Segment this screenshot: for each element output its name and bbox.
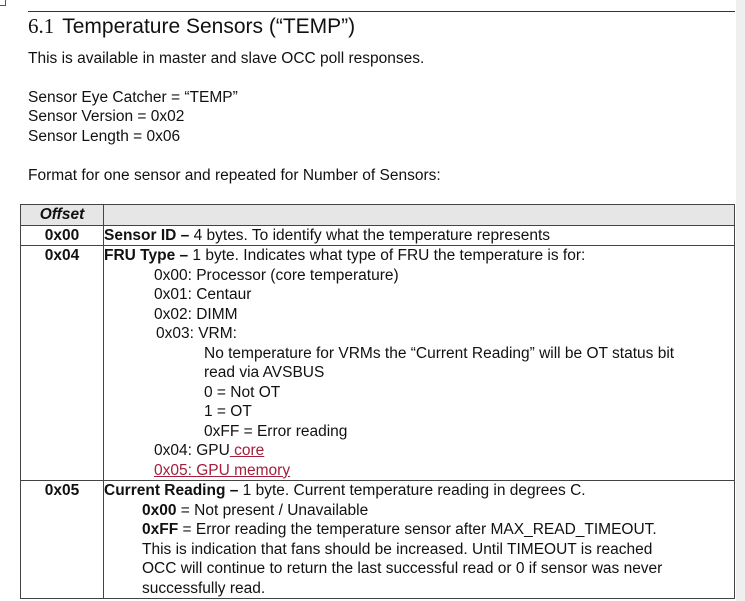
reading-code: [104, 501, 734, 521]
row-summary: [104, 226, 734, 246]
row-description: [104, 225, 735, 246]
format-intro: Format for one sensor and repeated for Number of Sensors:: [28, 167, 441, 184]
gpu-memory-link[interactable]: 0x05: GPU memory: [154, 461, 291, 479]
row-offset: 0x00: [21, 225, 104, 246]
fru-value-vrm: 0x03: VRM:: [156, 325, 237, 342]
intro-paragraph: This is available in master and slave OCC poll responses.: [28, 50, 425, 67]
row-description: [104, 246, 735, 481]
header-offset: Offset: [21, 205, 104, 226]
vrm-detail: 1 = OT: [204, 403, 252, 420]
property-version: Sensor Version = 0x02: [28, 108, 185, 125]
vrm-detail: 0xFF = Error reading: [204, 422, 348, 440]
row-summary: [104, 481, 734, 501]
section-rule: [28, 11, 735, 12]
field-name: Current Reading –: [104, 482, 239, 499]
fru-value-gpu-memory: [104, 461, 734, 481]
fru-value-centaur: 0x01: Centaur: [154, 286, 252, 303]
property-eye-catcher: Sensor Eye Catcher = “TEMP”: [28, 89, 238, 106]
fru-value-processor: 0x00: Processor (core temperature): [154, 266, 399, 284]
table-header-row: [21, 205, 735, 226]
code-text: = Not present / Unavailable: [176, 501, 369, 519]
property-length: Sensor Length = 0x06: [28, 128, 181, 145]
sensor-format-table: [20, 204, 735, 599]
row-summary: [104, 246, 734, 266]
fru-value-dimm: 0x02: DIMM: [154, 305, 238, 323]
field-summary: 1 byte. Current temperature reading in degrees C.: [238, 482, 586, 499]
code-text: = Error reading the temperature sensor after MAX_READ_TIMEOUT.: [178, 521, 657, 538]
reading-note: This is indication that fans should be increased. Until TIMEOUT is reached: [142, 540, 653, 558]
table-row: [21, 225, 735, 246]
table-row: [21, 246, 735, 481]
vrm-detail: read via AVSBUS: [204, 364, 325, 381]
section-number: 6.1: [28, 14, 55, 38]
field-name: FRU Type –: [104, 247, 189, 264]
page-margin-strip: [736, 0, 745, 601]
fru-value-gpu-core: [104, 441, 734, 461]
field-name: Sensor ID –: [104, 226, 190, 244]
reading-note: OCC will continue to return the last successful read or 0 if sensor was never: [142, 560, 663, 577]
row-offset: 0x05: [21, 481, 104, 599]
field-summary: 1 byte. Indicates what type of FRU the temperature is for:: [188, 247, 586, 264]
vrm-detail: 0 = Not OT: [204, 383, 281, 401]
reading-note: successfully read.: [142, 579, 266, 597]
field-summary: 4 bytes. To identify what the temperature represents: [189, 226, 550, 244]
code-value: 0x00: [142, 501, 177, 519]
code-value: 0xFF: [142, 521, 179, 538]
section-heading: [28, 13, 355, 40]
reading-code: [104, 520, 734, 540]
header-description: [104, 205, 735, 226]
section-title: Temperature Sensors (“TEMP”): [62, 15, 356, 38]
row-description: [104, 481, 735, 599]
row-offset: 0x04: [21, 246, 104, 481]
table-row: [21, 481, 735, 599]
vrm-detail: No temperature for VRMs the “Current Reading” will be OT status bit: [204, 344, 675, 362]
gpu-core-link[interactable]: core: [229, 442, 265, 459]
corner-mark: [0, 0, 6, 6]
gpu-core-prefix: 0x04: GPU: [154, 442, 230, 459]
